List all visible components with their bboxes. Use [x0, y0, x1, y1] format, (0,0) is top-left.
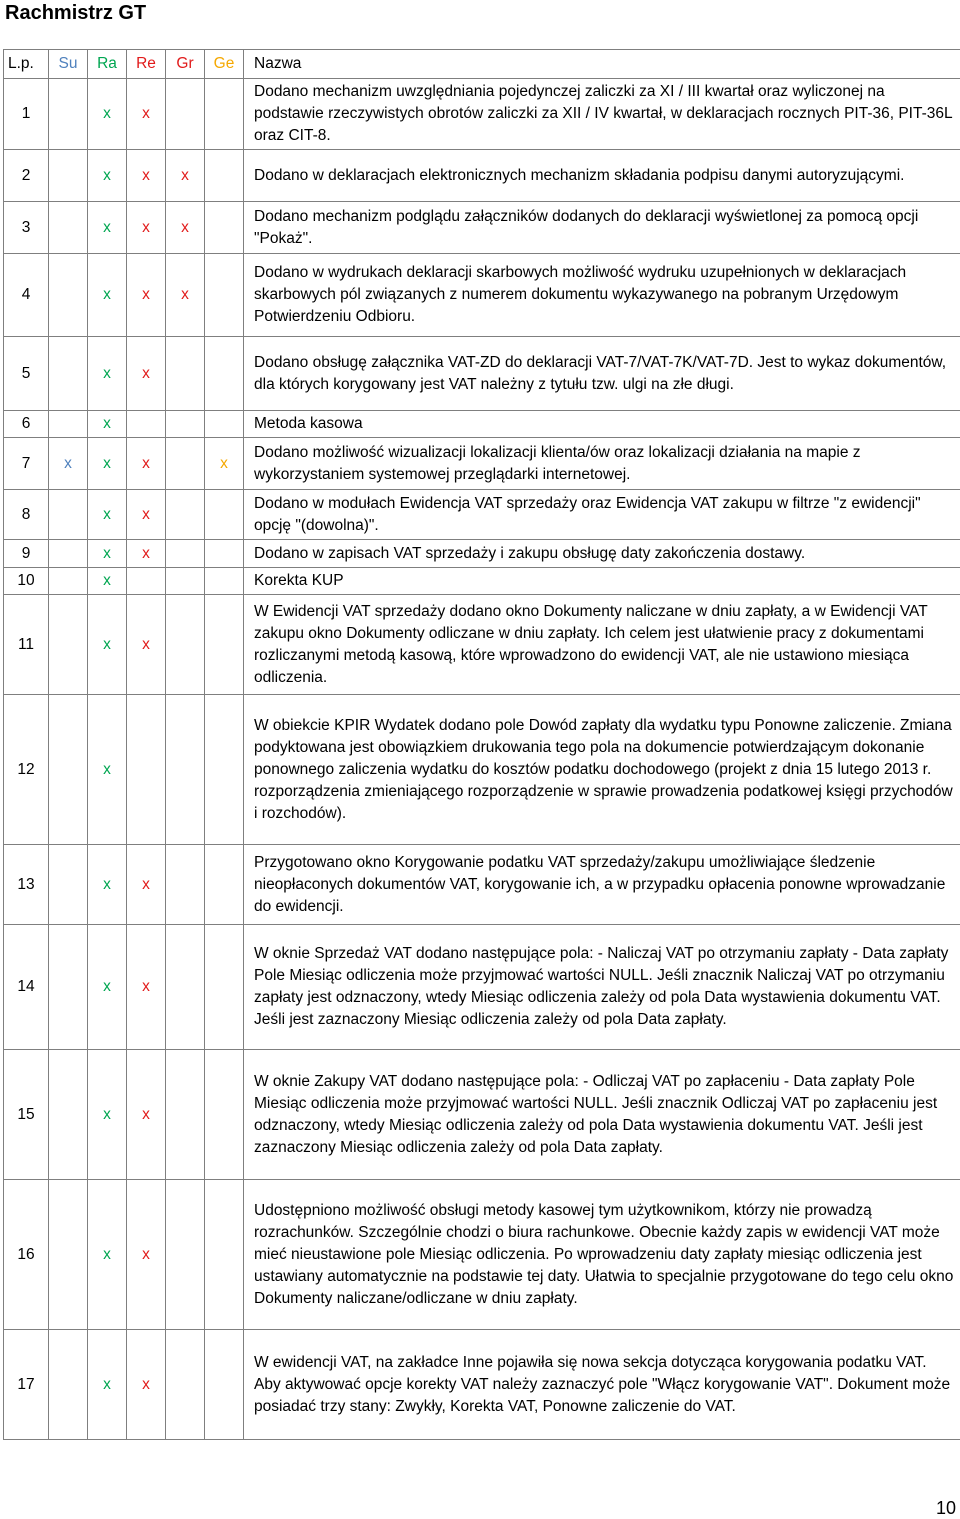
ra-mark-cell — [88, 337, 127, 411]
table-row — [4, 568, 960, 595]
row-number-cell — [4, 695, 49, 845]
table-row — [4, 695, 960, 845]
change-description: Dodano możliwość wizualizacji lokalizacji klienta/ów oraz lokalizacji działania na mapie z wykorzystaniem systemowej przeglądarki internetowej. — [254, 443, 861, 483]
gr-mark-cell — [166, 1330, 205, 1440]
re-mark: x — [142, 635, 150, 653]
re-mark: x — [142, 875, 150, 893]
ra-mark: x — [103, 1105, 111, 1123]
su-mark-cell — [49, 1330, 88, 1440]
ra-mark: x — [103, 760, 111, 778]
row-number-cell — [4, 490, 49, 540]
re-mark: x — [142, 544, 150, 562]
gr-mark-cell — [166, 1180, 205, 1330]
ge-mark-cell — [205, 254, 244, 337]
row-number: 12 — [17, 760, 35, 778]
change-description: Dodano w modułach Ewidencja VAT sprzedaży oraz Ewidencja VAT zakupu w filtrze "z ewidencji" opcję "(dowolna)". — [254, 494, 921, 534]
row-number-cell — [4, 1050, 49, 1180]
table-row — [4, 254, 960, 337]
ra-mark: x — [103, 166, 111, 184]
name-cell — [244, 254, 960, 337]
gr-mark-cell — [166, 1050, 205, 1180]
re-mark-cell — [127, 540, 166, 568]
ra-mark: x — [103, 415, 111, 432]
su-mark-cell — [49, 925, 88, 1050]
name-cell — [244, 337, 960, 411]
row-number: 6 — [21, 415, 31, 432]
re-mark-cell — [127, 1330, 166, 1440]
row-number: 11 — [17, 635, 35, 653]
table-row — [4, 411, 960, 438]
header-gr: Gr — [166, 50, 205, 79]
row-number: 7 — [21, 454, 31, 472]
ge-mark-cell — [205, 438, 244, 490]
table-row — [4, 150, 960, 202]
ra-mark: x — [103, 978, 111, 995]
name-cell — [244, 845, 960, 925]
su-mark-cell — [49, 568, 88, 595]
row-number: 16 — [17, 1245, 35, 1263]
table-row — [4, 595, 960, 695]
name-cell — [244, 925, 960, 1050]
ge-mark-cell — [205, 337, 244, 411]
gr-mark-cell — [166, 337, 205, 411]
name-cell — [244, 79, 960, 150]
ge-mark-cell — [205, 411, 244, 438]
row-number: 13 — [17, 875, 35, 893]
row-number: 9 — [21, 544, 31, 562]
row-number: 15 — [17, 1105, 35, 1123]
ge-mark-cell — [205, 1330, 244, 1440]
table-row — [4, 1180, 960, 1330]
table-row — [4, 438, 960, 490]
re-mark-cell — [127, 845, 166, 925]
ge-mark-cell — [205, 595, 244, 695]
ra-mark-cell — [88, 411, 127, 438]
ra-mark-cell — [88, 695, 127, 845]
change-description: Dodano mechanizm uwzględniania pojedynczej zaliczki za XI / III kwartał oraz wyliczonej na podstawie rzeczywistych obrotów zaliczki za XII / IV kwartał, w deklaracjach rocznych PIT-36, PIT-36L oraz CIT-8. — [254, 83, 953, 144]
ra-mark: x — [103, 544, 111, 562]
re-mark-cell — [127, 411, 166, 438]
ra-mark-cell — [88, 925, 127, 1050]
row-number: 14 — [17, 978, 35, 995]
re-mark-cell — [127, 150, 166, 202]
change-description: Dodano mechanizm podglądu załączników dodanych do deklaracji wyświetlonej za pomocą opcji "Pokaż". — [254, 207, 919, 247]
re-mark-cell — [127, 595, 166, 695]
table-body — [4, 79, 960, 1440]
re-mark-cell — [127, 79, 166, 150]
row-number: 4 — [21, 286, 31, 303]
table-row — [4, 1050, 960, 1180]
re-mark-cell — [127, 490, 166, 540]
ge-mark-cell — [205, 150, 244, 202]
row-number-cell — [4, 1180, 49, 1330]
re-mark: x — [142, 364, 150, 382]
su-mark-cell — [49, 254, 88, 337]
re-mark-cell — [127, 202, 166, 254]
row-number-cell — [4, 925, 49, 1050]
re-mark: x — [142, 1105, 150, 1123]
ra-mark: x — [103, 875, 111, 893]
ge-mark-cell — [205, 490, 244, 540]
gr-mark-cell — [166, 438, 205, 490]
ra-mark-cell — [88, 150, 127, 202]
row-number-cell — [4, 202, 49, 254]
su-mark-cell — [49, 695, 88, 845]
re-mark: x — [142, 1245, 150, 1263]
re-mark: x — [142, 105, 150, 122]
ra-mark-cell — [88, 595, 127, 695]
gr-mark-cell — [166, 925, 205, 1050]
ra-mark-cell — [88, 438, 127, 490]
ra-mark-cell — [88, 540, 127, 568]
gr-mark-cell — [166, 540, 205, 568]
ge-mark-cell — [205, 695, 244, 845]
change-description: Dodano w deklaracjach elektronicznych mechanizm składania podpisu danymi autoryzującymi. — [254, 166, 905, 184]
ra-mark: x — [103, 572, 111, 589]
row-number: 2 — [21, 166, 31, 184]
ge-mark-cell — [205, 79, 244, 150]
gr-mark-cell — [166, 595, 205, 695]
change-description: Korekta KUP — [254, 572, 344, 589]
su-mark-cell — [49, 845, 88, 925]
gr-mark: x — [181, 218, 189, 236]
row-number-cell — [4, 845, 49, 925]
gr-mark-cell — [166, 568, 205, 595]
name-cell — [244, 1050, 960, 1180]
table-row — [4, 845, 960, 925]
re-mark-cell — [127, 1180, 166, 1330]
su-mark-cell — [49, 595, 88, 695]
header-ge: Ge — [205, 50, 244, 79]
ra-mark: x — [103, 635, 111, 653]
ge-mark-cell — [205, 1050, 244, 1180]
name-cell — [244, 1330, 960, 1440]
ra-mark: x — [103, 1245, 111, 1263]
change-description: Udostępniono możliwość obsługi metody kasowej tym użytkownikom, którzy nie prowadzą rozrachunków. Szczególnie chodzi o biura rachunkowe. Obecnie każdy zapis w ewidencji VAT może mieć nieustawione pole Miesiąc odliczenia. Po wprowadzeniu daty zapłaty miesiąc odliczenia jest ustawiany automatycznie na podstawie tej daty. Ułatwia to specjalnie przygotowane do tego celu okno Dokumenty naliczane/odliczane w dniu zapłaty. — [254, 1201, 954, 1307]
ra-mark: x — [103, 505, 111, 523]
row-number-cell — [4, 540, 49, 568]
row-number-cell — [4, 79, 49, 150]
change-description: W oknie Sprzedaż VAT dodano następujące pola: - Naliczaj VAT po otrzymaniu zapłaty - Data zapłaty Pole Miesiąc odliczenia może przyjmować wartości NULL. Jeśli znacznik Naliczaj VAT po otrzymaniu zapłaty jest odznaczony, wtedy Miesiąc odliczenia zależy od pola Data wystawienia dokumentu VAT. Jeśli jest zaznaczony Miesiąc odliczenia zależy od pola Data zapłaty. — [254, 945, 949, 1028]
re-mark-cell — [127, 568, 166, 595]
re-mark: x — [142, 166, 150, 184]
name-cell — [244, 150, 960, 202]
ra-mark-cell — [88, 254, 127, 337]
su-mark-cell — [49, 337, 88, 411]
ra-mark-cell — [88, 1180, 127, 1330]
table-row — [4, 337, 960, 411]
ge-mark-cell — [205, 202, 244, 254]
table-row — [4, 1330, 960, 1440]
name-cell — [244, 540, 960, 568]
re-mark-cell — [127, 337, 166, 411]
row-number-cell — [4, 595, 49, 695]
re-mark-cell — [127, 695, 166, 845]
ge-mark-cell — [205, 568, 244, 595]
row-number: 8 — [21, 505, 31, 523]
ra-mark: x — [103, 105, 111, 122]
header-re: Re — [127, 50, 166, 79]
row-number: 5 — [21, 364, 31, 382]
gr-mark-cell — [166, 845, 205, 925]
ra-mark-cell — [88, 79, 127, 150]
header-ra: Ra — [88, 50, 127, 79]
su-mark: x — [64, 454, 72, 472]
re-mark: x — [142, 218, 150, 236]
change-description: Dodano w wydrukach deklaracji skarbowych możliwość wydruku uzupełnionych w deklaracjach skarbowych pól związanych z numerem dokumentu wykazywanego na pobranym Urzędowym Potwierdzeniu Odbioru. — [254, 264, 907, 325]
ge-mark-cell — [205, 845, 244, 925]
su-mark-cell — [49, 150, 88, 202]
row-number-cell — [4, 1330, 49, 1440]
re-mark: x — [142, 978, 150, 995]
row-number: 3 — [21, 218, 31, 236]
document-title: Rachmistrz GT — [5, 2, 147, 24]
page-number: 10 — [935, 1498, 956, 1518]
name-cell — [244, 695, 960, 845]
row-number-cell — [4, 568, 49, 595]
ra-mark-cell — [88, 845, 127, 925]
change-description: W obiekcie KPIR Wydatek dodano pole Dowód zapłaty dla wydatku typu Ponowne zaliczenie. Zmiana podyktowana jest obowiązkiem drukowania tego pola na dokumencie potwierdzającym dokonanie ponownego zaliczenia wydatku do kosztów podatku dochodowego (projekt z dnia 15 lutego 2013 r. rozporządzenia zmieniającego rozporządzenie w sprawie prowadzenia podatkowej księgi przychodów i rozchodów). — [254, 716, 953, 822]
ra-mark: x — [103, 364, 111, 382]
row-number-cell — [4, 150, 49, 202]
gr-mark: x — [181, 166, 189, 184]
su-mark-cell — [49, 79, 88, 150]
table-header-row — [4, 50, 960, 79]
row-number: 1 — [21, 105, 31, 122]
ra-mark: x — [103, 218, 111, 236]
header-lp: L.p. — [4, 50, 49, 79]
table-row — [4, 490, 960, 540]
su-mark-cell — [49, 540, 88, 568]
ge-mark-cell — [205, 925, 244, 1050]
ra-mark: x — [103, 286, 111, 303]
re-mark: x — [142, 1375, 150, 1393]
gr-mark-cell — [166, 411, 205, 438]
change-description: Dodano w zapisach VAT sprzedaży i zakupu obsługę daty zakończenia dostawy. — [254, 544, 806, 562]
row-number-cell — [4, 411, 49, 438]
re-mark: x — [142, 286, 150, 303]
change-description: Dodano obsługę załącznika VAT-ZD do deklaracji VAT-7/VAT-7K/VAT-7D. Jest to wykaz dokumentów, dla których korygowany jest VAT należny z tytułu tzw. ulgi na złe długi. — [254, 353, 947, 393]
name-cell — [244, 411, 960, 438]
change-description: Przygotowano okno Korygowanie podatku VAT sprzedaży/zakupu umożliwiające śledzenie nieopłaconych dokumentów VAT, korygowanie ich, a w przypadku opłacenia ponowne wprowadzanie do ewidencji. — [254, 853, 946, 915]
gr-mark-cell — [166, 254, 205, 337]
name-cell — [244, 568, 960, 595]
change-description: W ewidencji VAT, na zakładce Inne pojawiła się nowa sekcja dotycząca korygowania podatku VAT. Aby aktywować opcje korekty VAT należy zaznaczyć pole "Włącz korygowanie VAT". Dokument może posiadać trzy stany: Zwykły, Korekta VAT, Ponowne zaliczenie do VAT. — [254, 1353, 951, 1415]
su-mark-cell — [49, 490, 88, 540]
gr-mark-cell — [166, 202, 205, 254]
changes-table — [3, 49, 960, 1440]
ge-mark-cell — [205, 540, 244, 568]
change-description: W Ewidencji VAT sprzedaży dodano okno Dokumenty naliczane w dniu zapłaty, a w Ewidencji VAT zakupu okno Dokumenty odliczane w dniu zapłaty. Ich celem jest ułatwienie pracy z dokumentami rozliczanymi metodą kasową, które wprowadzono do ewidencji VAT, ale nie ustawiono miesiąca odliczenia. — [254, 602, 928, 686]
ra-mark: x — [103, 454, 111, 472]
gr-mark-cell — [166, 695, 205, 845]
ra-mark-cell — [88, 490, 127, 540]
ra-mark-cell — [88, 202, 127, 254]
table-row — [4, 925, 960, 1050]
ra-mark-cell — [88, 1330, 127, 1440]
table-row — [4, 79, 960, 150]
ra-mark-cell — [88, 568, 127, 595]
ge-mark: x — [220, 454, 228, 472]
header-name: Nazwa — [244, 50, 960, 79]
row-number-cell — [4, 254, 49, 337]
row-number-cell — [4, 438, 49, 490]
row-number: 17 — [17, 1375, 35, 1393]
change-description: W oknie Zakupy VAT dodano następujące pola: - Odliczaj VAT po zapłaceniu - Data zapłaty Pole Miesiąc odliczenia może przyjmować wartości NULL. Jeśli znacznik Odliczaj VAT po zapłaceniu jest odznaczony, wtedy Miesiąc odliczenia zależy od pola Data wystawienia dokumentu VAT. Jeśli jest zaznaczony Miesiąc odliczenia zależy od pola Data zapłaty. — [254, 1072, 938, 1156]
re-mark-cell — [127, 438, 166, 490]
gr-mark: x — [181, 286, 189, 303]
ge-mark-cell — [205, 1180, 244, 1330]
name-cell — [244, 1180, 960, 1330]
row-number-cell — [4, 337, 49, 411]
ra-mark: x — [103, 1375, 111, 1393]
re-mark: x — [142, 454, 150, 472]
re-mark: x — [142, 505, 150, 523]
name-cell — [244, 438, 960, 490]
re-mark-cell — [127, 254, 166, 337]
su-mark-cell — [49, 438, 88, 490]
gr-mark-cell — [166, 79, 205, 150]
re-mark-cell — [127, 925, 166, 1050]
gr-mark-cell — [166, 150, 205, 202]
ra-mark-cell — [88, 1050, 127, 1180]
su-mark-cell — [49, 1180, 88, 1330]
su-mark-cell — [49, 411, 88, 438]
su-mark-cell — [49, 1050, 88, 1180]
su-mark-cell — [49, 202, 88, 254]
change-description: Metoda kasowa — [254, 415, 363, 432]
table-row — [4, 540, 960, 568]
name-cell — [244, 595, 960, 695]
gr-mark-cell — [166, 490, 205, 540]
name-cell — [244, 202, 960, 254]
row-number: 10 — [17, 572, 35, 589]
table-row — [4, 202, 960, 254]
header-su: Su — [49, 50, 88, 79]
name-cell — [244, 490, 960, 540]
re-mark-cell — [127, 1050, 166, 1180]
